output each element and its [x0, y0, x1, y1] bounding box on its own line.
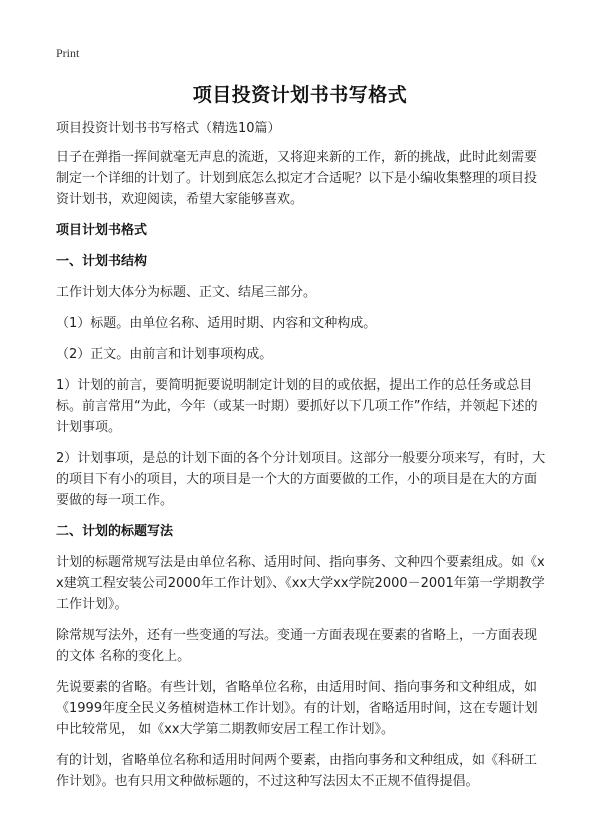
- paragraph: 除常规写法外，还有一些变通的写法。变通一方面表现在要素的省略上，一方面表现的文体 名称的变化上。: [56, 628, 538, 664]
- section-heading-structure: 一、计划书结构: [56, 254, 148, 269]
- intro-paragraph: 日子在弹指一挥间就毫无声息的流逝，又将迎来新的工作，新的挑战，此时此刻需要制定一个详细的计划了。计划到底怎么拟定才合适呢？以下是小编收集整理的项目投资计划书，欢迎阅读，希望大家能够喜欢。: [56, 150, 538, 207]
- page-title: 项目投资计划书书写格式: [192, 84, 408, 106]
- paragraph: （1）标题。由单位名称、适用时期、内容和文种构成。: [56, 316, 377, 331]
- paragraph: 计划的标题常规写法是由单位名称、适用时间、指向事务、文种四个要素组成。如《xx建筑工程安装公司2000年工作计划》、《xx大学xx学院2000－2001年第一学期教学工作计划》。: [56, 555, 545, 612]
- section-heading-title-format: 二、计划的标题写法: [56, 524, 174, 539]
- section-heading-main: 项目计划书格式: [56, 223, 148, 238]
- article-subtitle: 项目投资计划书书写格式（精选10篇）: [56, 121, 281, 136]
- article-body: [56, 118, 548, 792]
- paragraph: 2）计划事项，是总的计划下面的各个分计划项目。这部分一般要分项来写，有时，大的项目下有小的项目，大的项目是一个大的方面要做的工作，小的项目是在大的方面要做的每一项工作。: [56, 451, 546, 508]
- paragraph: （2）正文。由前言和计划事项构成。: [56, 347, 273, 362]
- paragraph: 先说要素的省略。有些计划，省略单位名称，由适用时间、指向事务和文种组成，如《1999年度全民义务植树造林工作计划》。有的计划，省略适用时间，这在专题计划中比较常见， 如《xx大学第二期教师安居工程工作计划》。: [56, 680, 538, 737]
- paragraph: 有的计划，省略单位名称和适用时间两个要素，由指向事务和文种组成，如《科研工作计划》。也有只用文种做标题的，不过这种写法因太不正规不值得提倡。: [56, 753, 538, 789]
- print-link[interactable]: Print: [56, 46, 80, 60]
- paragraph: 工作计划大体分为标题、正文、结尾三部分。: [56, 285, 317, 300]
- paragraph: 1）计划的前言，要简明扼要说明制定计划的目的或依据，提出工作的总任务或总目标。前言常用“为此，今年（或某一时期）要抓好以下几项工作”作结，并领起下述的计划事项。: [56, 378, 538, 435]
